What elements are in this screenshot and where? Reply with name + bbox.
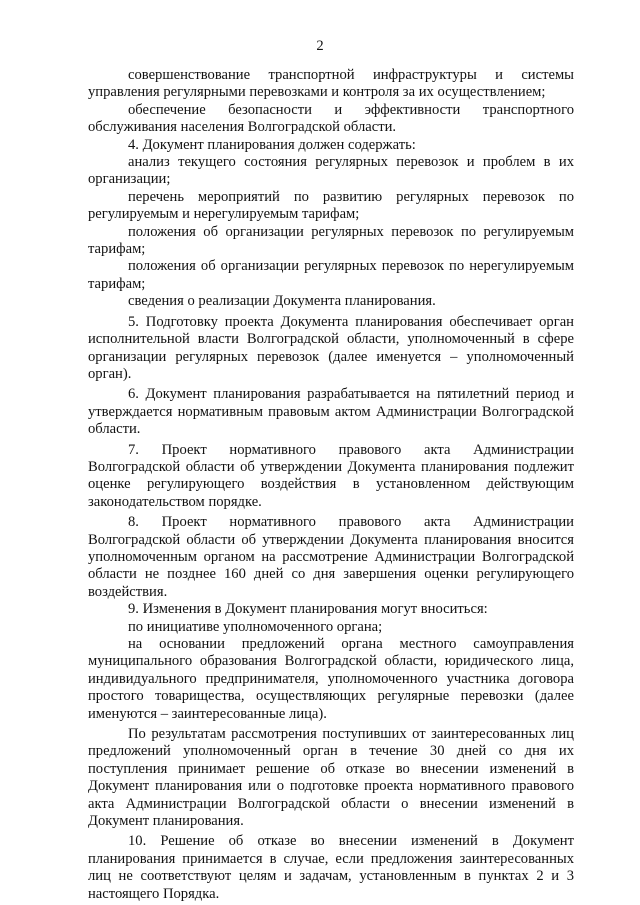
paragraph: 9. Изменения в Документ планирования могут вноситься: — [128, 601, 488, 618]
paragraph: обеспечение безопасности и эффективности транспортного обслуживания населения Волгоградской области. — [88, 101, 574, 136]
paragraph: 10. Решение об отказе во внесении изменений в Документ планирования принимается в случае, если предложения заинтересованных лиц не соответствуют целям и задачам, установленным в пунктах 2 и 3 настоящего Порядка. — [88, 833, 574, 902]
paragraph: положения об организации регулярных перевозок по нерегулируемым тарифам; — [88, 258, 574, 292]
paragraph: 4. Документ планирования должен содержать: — [128, 136, 416, 153]
paragraph: на основании предложений органа местного самоуправления муниципального образования Волгоградской области, юридического лица, индивидуального предпринимателя, уполномоченного участника договора простого товарищества, осуществляющих регулярные перевозки (далее именуются – заинтересованные лица). — [88, 636, 574, 722]
paragraph: по инициативе уполномоченного органа; — [128, 618, 383, 635]
page-number: 2 — [316, 38, 324, 54]
paragraph: анализ текущего состояния регулярных перевозок и проблем в их организации; — [88, 154, 574, 188]
paragraph: перечень мероприятий по развитию регулярных перевозок по регулируемым и нерегулируемым тарифам; — [88, 188, 574, 223]
paragraph: положения об организации регулярных перевозок по регулируемым тарифам; — [88, 223, 574, 258]
paragraph: 8. Проект нормативного правового акта Администрации Волгоградской области об утверждении Документа планирования вносится уполномоченным органом на рассмотрение Администрации Волгоградской области не позднее 160 дней со дня завершения оценки регулирующего воздействия. — [88, 514, 574, 600]
paragraph: По результатам рассмотрения поступивших от заинтересованных лиц предложений уполномоченный орган в течение 30 дней со дня их поступления принимает решение об отказе во внесении изменений в Документ планирования или о подготовке проекта нормативного правового акта Администрации Волгоградской области о внесении изменений в Документ планирования. — [88, 726, 574, 830]
paragraph: сведения о реализации Документа планирования. — [128, 293, 436, 310]
document-body — [88, 67, 574, 903]
paragraph: 7. Проект нормативного правового акта Администрации Волгоградской области об утверждении Документа планирования подлежит оценке регулирующего воздействия в установленном действующим законодательством порядке. — [88, 441, 574, 510]
paragraph: 6. Документ планирования разрабатывается на пятилетний период и утверждается нормативным правовым актом Администрации Волгоградской области. — [88, 386, 574, 438]
paragraph: 5. Подготовку проекта Документа планирования обеспечивает орган исполнительной власти Волгоградской области, уполномоченный в сфере организации регулярных перевозок (далее именуется – уполномоченный орган). — [88, 313, 574, 382]
paragraph: совершенствование транспортной инфраструктуры и системы управления регулярными перевозками и контроля за их осуществлением; — [88, 67, 574, 101]
